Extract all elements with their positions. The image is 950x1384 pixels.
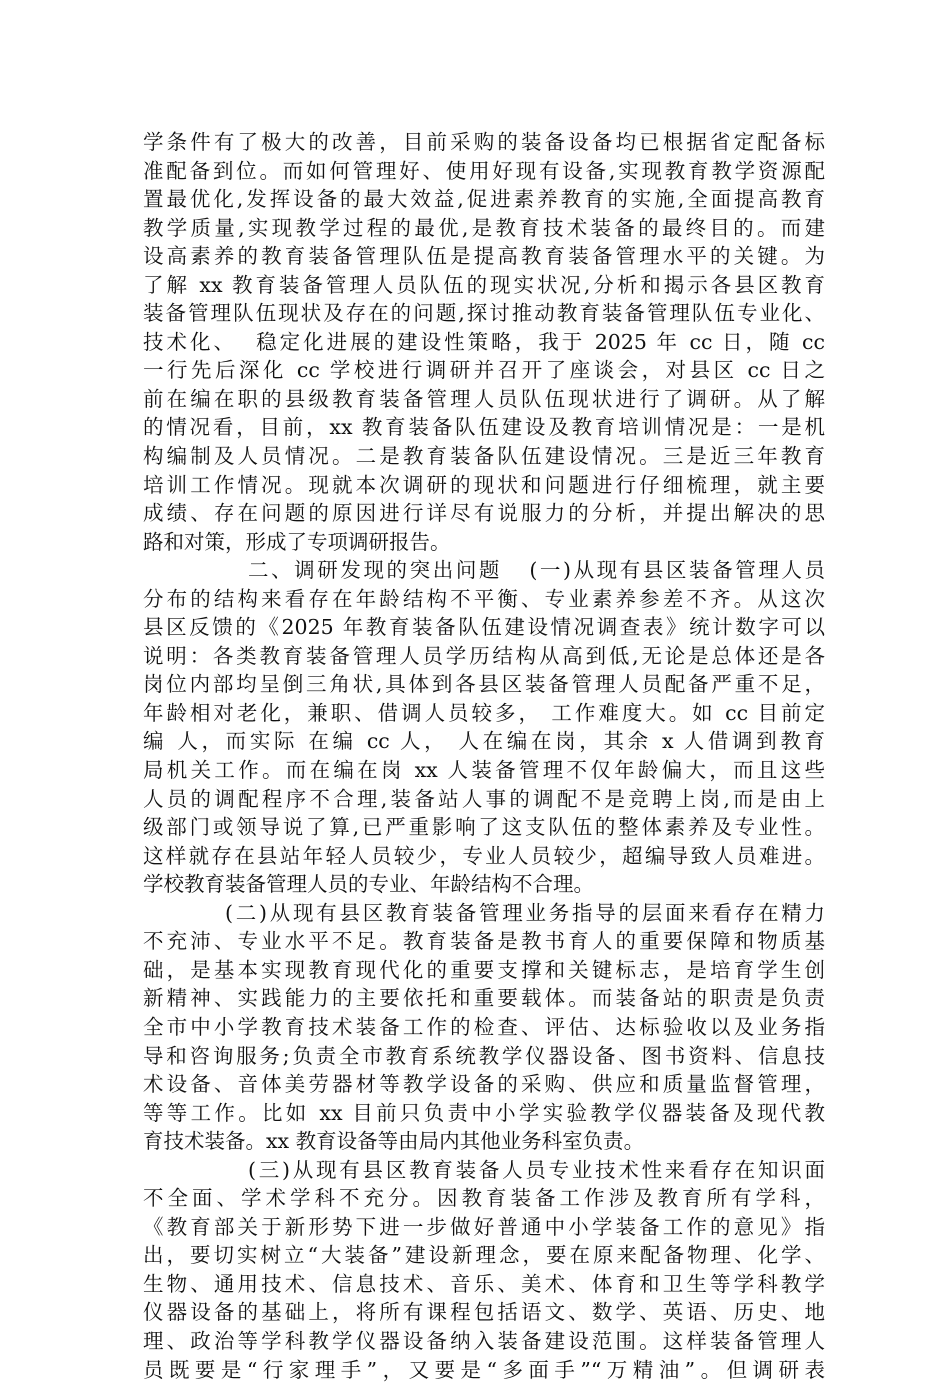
text-line: 分布的结构来看存在年龄结构不平衡、专业素养参差不齐。从这次	[143, 586, 825, 611]
text-line: 学条件有了极大的改善，目前采购的装备设备均已根据省定配备标	[143, 130, 825, 154]
text-line: 人员的调配程序不合理,装备站人事的调配不是竞聘上岗,而是由上	[143, 786, 825, 811]
text-line: (三)从现有县区教育装备人员专业技术性来看存在知识面	[248, 1157, 825, 1182]
text-line: 二、调研发现的突出问题 (一)从现有县区装备管理人员	[248, 558, 825, 583]
text-line: 说明：各类教育装备管理人员学历结构从高到低,无论是总体还是各	[143, 643, 825, 668]
text-line: 成绩、存在问题的原因进行详尽有说服力的分析，并提出解决的思	[143, 501, 825, 526]
text-line: 培训工作情况。现就本次调研的现状和问题进行仔细梳理，就主要	[143, 472, 825, 497]
text-line: 《教育部关于新形势下进一步做好普通中小学装备工作的意见》指	[143, 1214, 825, 1239]
text-line: (二)从现有县区教育装备管理业务指导的层面来看存在精力	[225, 900, 825, 925]
text-line: 员既要是“行家理手”，又要是“多面手”“万精油”。但调研表	[143, 1357, 825, 1382]
text-line: 学校教育装备管理人员的专业、年龄结构不合理。	[143, 872, 594, 897]
text-line: 技术化、 稳定化进展的建设性策略，我于 2025 年 cc 日，随 cc	[143, 329, 825, 354]
text-line: 全市中小学教育技术装备工作的检查、评估、达标验收以及业务指	[143, 1014, 825, 1039]
text-line: 前在编在职的县级教育装备管理人员队伍现状进行了调研。从了解	[143, 386, 825, 411]
text-line: 一行先后深化 cc 学校进行调研并召开了座谈会，对县区 cc 日之	[143, 358, 825, 383]
text-line: 级部门或领导说了算,已严重影响了这支队伍的整体素养及专业性。	[143, 815, 825, 840]
text-line: 设高素养的教育装备管理队伍是提高教育装备管理水平的关键。为	[143, 244, 825, 269]
text-line: 岗位内部均呈倒三角状,具体到各县区装备管理人员配备严重不足，	[143, 672, 825, 697]
text-line: 编 人，而实际 在编 cc 人， 人在编在岗，其余 x 人借调到教育	[143, 729, 825, 754]
text-line: 生物、通用技术、信息技术、音乐、美术、体育和卫生等学科教学	[143, 1271, 825, 1296]
text-line: 置最优化,发挥设备的最大效益,促进素养教育的实施,全面提高教育	[143, 187, 825, 212]
text-line: 准配备到位。而如何管理好、使用好现有设备,实现教育教学资源配	[143, 158, 825, 183]
text-line: 理、政治等学科教学仪器设备纳入装备建设范围。这样装备管理人	[143, 1328, 825, 1353]
text-line: 教学质量,实现教学过程的最优,是教育技术装备的最终目的。而建	[143, 215, 825, 240]
text-line: 新精神、实践能力的主要依托和重要载体。而装备站的职责是负责	[143, 986, 825, 1011]
text-line: 了解 xx 教育装备管理人员队伍的现实状况,分析和揭示各县区教育	[143, 272, 825, 297]
text-line: 出，要切实树立“大装备”建设新理念，要在原来配备物理、化学、	[143, 1243, 825, 1268]
text-line: 不全面、学术学科不充分。因教育装备工作涉及教育所有学科，	[143, 1186, 825, 1211]
text-line: 术设备、音体美劳器材等教学设备的采购、供应和质量监督管理，	[143, 1072, 825, 1097]
text-line: 局机关工作。而在编在岗 xx 人装备管理不仅年龄偏大，而且这些	[143, 758, 825, 783]
text-line: 路和对策，形成了专项调研报告。	[143, 529, 451, 554]
text-line: 育技术装备。xx 教育设备等由局内其他业务科室负责。	[143, 1129, 645, 1154]
document-body	[143, 128, 825, 1384]
text-line: 县区反馈的《2025 年教育装备队伍建设情况调查表》统计数字可以	[143, 615, 825, 640]
text-line: 础，是基本实现教育现代化的重要支撑和关键标志，是培育学生创	[143, 957, 825, 982]
text-line: 等等工作。比如 xx 目前只负责中小学实验教学仪器装备及现代教	[143, 1100, 825, 1125]
text-line: 这样就存在县站年轻人员较少，专业人员较少，超编导致人员难进。	[143, 843, 825, 868]
text-line: 构编制及人员情况。二是教育装备队伍建设情况。三是近三年教育	[143, 444, 825, 469]
text-line: 装备管理队伍现状及存在的问题,探讨推动教育装备管理队伍专业化、	[143, 301, 825, 326]
text-line: 的情况看，目前，xx 教育装备队伍建设及教育培训情况是：一是机	[143, 415, 825, 440]
text-line: 仪器设备的基础上，将所有课程包括语文、数学、英语、历史、地	[143, 1300, 825, 1325]
text-line: 年龄相对老化，兼职、借调人员较多， 工作难度大。如 cc 目前定	[143, 700, 825, 725]
text-line: 不充沛、专业水平不足。教育装备是教书育人的重要保障和物质基	[143, 929, 825, 954]
text-line: 导和咨询服务;负责全市教育系统教学仪器设备、图书资料、信息技	[143, 1043, 825, 1068]
